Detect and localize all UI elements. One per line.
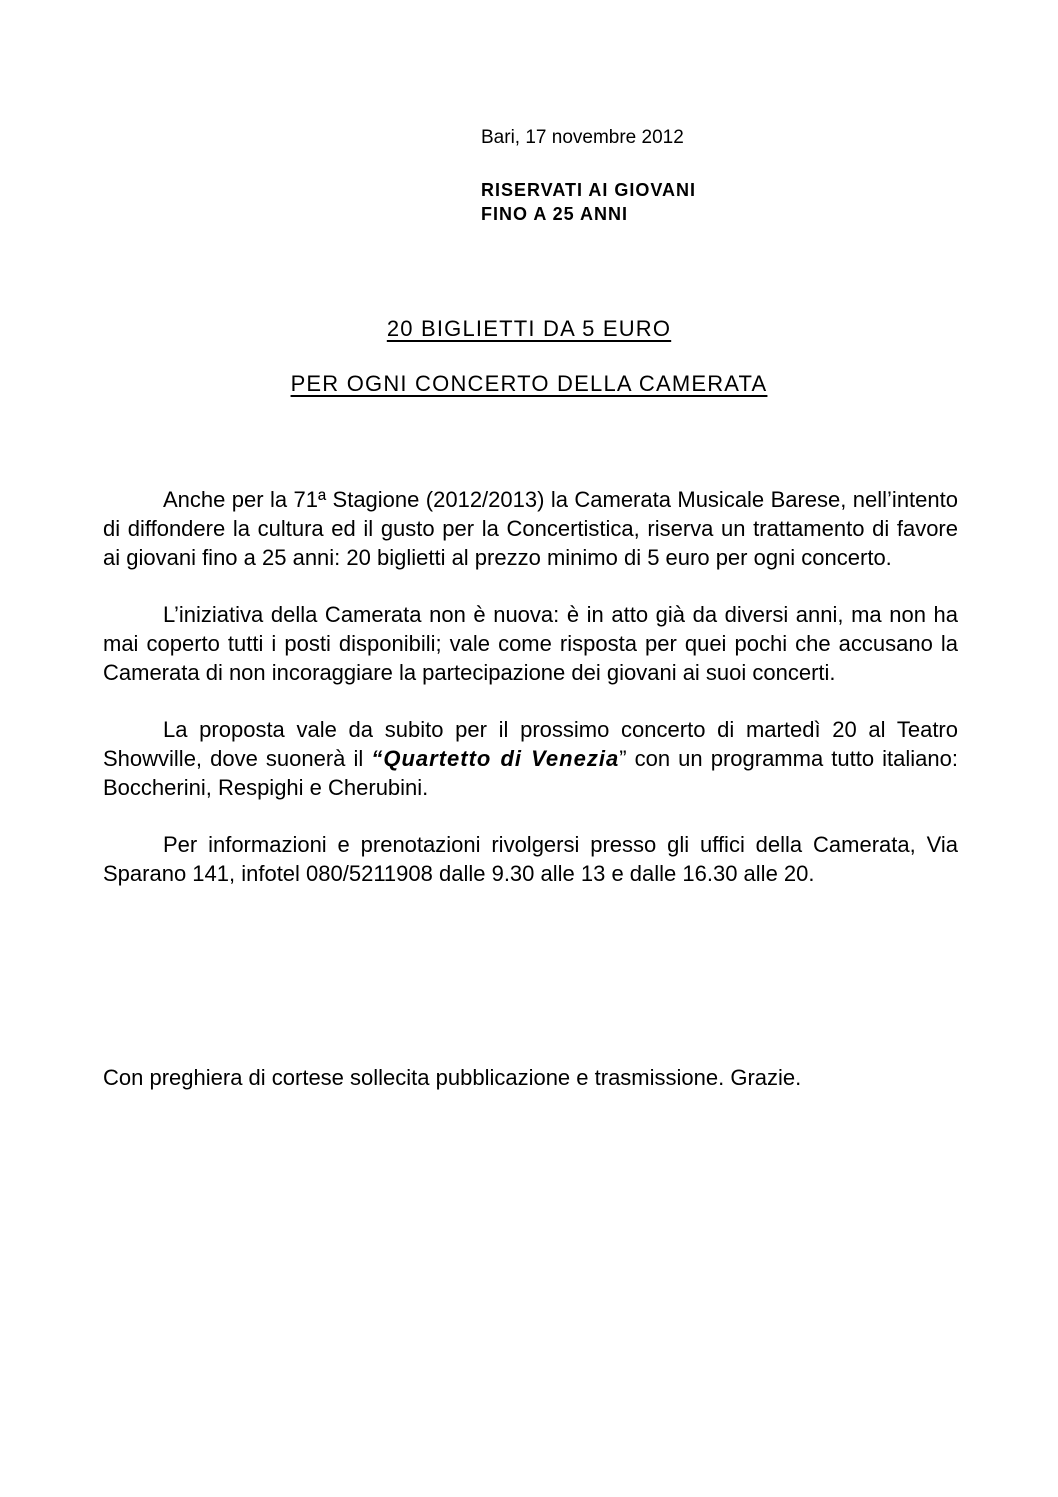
reserved-line-2: FINO A 25 ANNI: [481, 204, 629, 224]
paragraph-2: L’iniziativa della Camerata non è nuova: è in atto già da diversi anni, ma non ha mai coperto tutti i posti disponibili; vale come risposta per quei pochi che accusano la Camerata di non incoraggiare la partecipazione dei giovani ai suoi concerti.: [103, 602, 958, 685]
document-date: Bari, 17 novembre 2012: [481, 127, 684, 148]
paragraph-3-start: La proposta vale da subito per il prossimo concerto di martedì 20 al Teatro Showville, dove suonerà il: [103, 717, 958, 771]
paragraph-4: Per informazioni e prenotazioni rivolgersi presso gli uffici della Camerata, Via Sparano 141, infotel 080/5211908 dalle 9.30 alle 13 e dalle 16.30 alle 20.: [103, 832, 958, 886]
title-block-2: [0, 371, 1058, 397]
subtitle: PER OGNI CONCERTO DELLA CAMERATA: [290, 371, 768, 396]
closing-line: Con preghiera di cortese sollecita pubblicazione e trasmissione. Grazie.: [103, 1065, 802, 1090]
reserved-notice: [481, 178, 961, 226]
reserved-line-1: RISERVATI AI GIOVANI: [481, 180, 697, 200]
title-block-1: [0, 316, 1058, 342]
paragraph-3: [103, 715, 958, 802]
body-text: [103, 485, 958, 888]
paragraph-1: Anche per la 71ª Stagione (2012/2013) la Camerata Musicale Barese, nell’intento di diffondere la cultura ed il gusto per la Concertistica, riserva un trattamento di favore ai giovani fino a 25 anni: 20 biglietti al prezzo minimo di 5 euro per ogni concerto.: [103, 487, 958, 570]
header-block: [481, 126, 961, 226]
main-title: 20 BIGLIETTI DA 5 EURO: [386, 316, 672, 341]
paragraph-3-end: ” con un programma tutto italiano: Boccherini, Respighi e Cherubini.: [103, 746, 959, 800]
quartet-name: “Quartetto di Venezia: [371, 746, 620, 771]
